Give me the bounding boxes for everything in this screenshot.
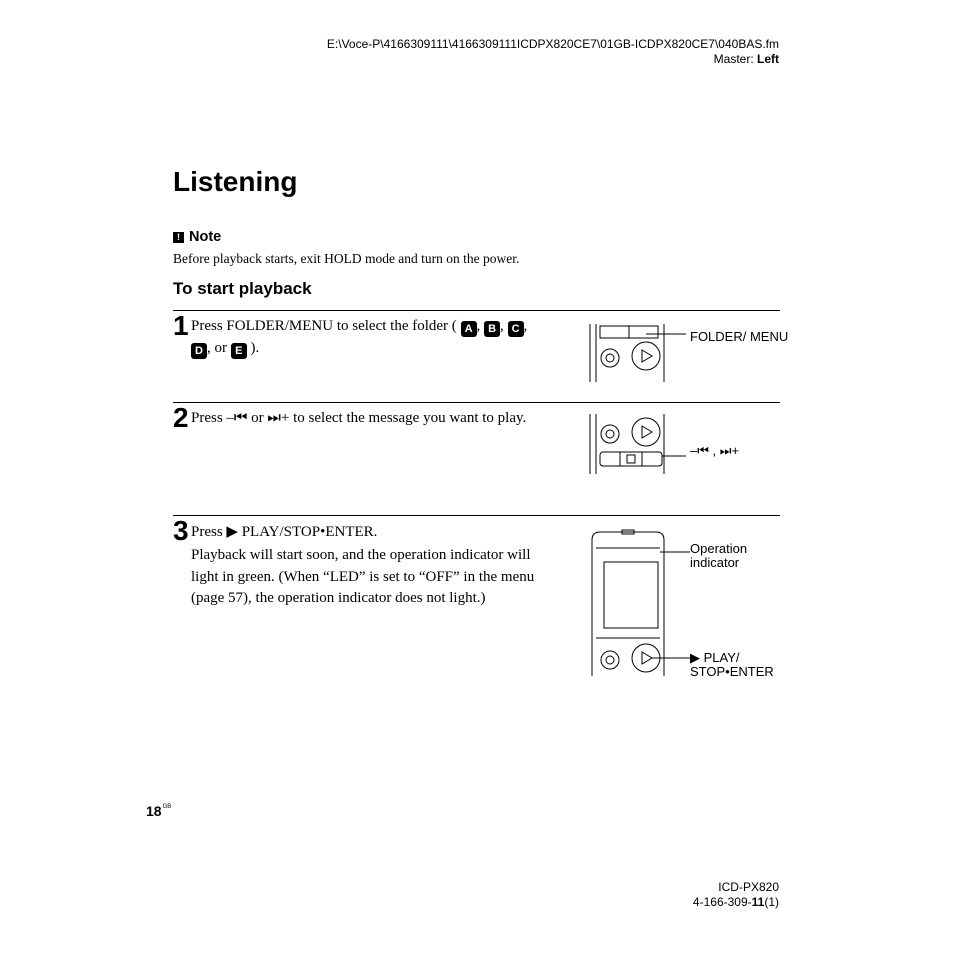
play-callout-line1: ▶ PLAY/ bbox=[690, 650, 740, 665]
note-heading-label: Note bbox=[189, 229, 222, 245]
folder-a-icon: A bbox=[461, 321, 477, 337]
step-1-separator-or: , or bbox=[207, 339, 227, 356]
page-number bbox=[146, 803, 171, 819]
step-1-text-pre: Press FOLDER/MENU to select the folder ( bbox=[191, 318, 457, 334]
folder-d-icon: D bbox=[191, 343, 207, 359]
step-divider bbox=[173, 402, 780, 403]
recorder-top-illustration bbox=[586, 320, 686, 384]
section-heading: To start playback bbox=[173, 279, 312, 298]
step-3-paragraph: Playback will start soon, and the operation indicator will light in green. (When “LED” is set to “OFF” in the menu (page 57), the operation indicator does not light.) bbox=[191, 547, 535, 606]
step-number-1: 1 bbox=[173, 310, 189, 341]
step-number-3: 3 bbox=[173, 515, 189, 546]
step-divider bbox=[173, 310, 780, 311]
model-number: ICD-PX820 bbox=[718, 880, 779, 894]
master-label: Master: bbox=[713, 52, 757, 66]
folder-b-icon: B bbox=[484, 321, 500, 337]
page-number-value: 18 bbox=[146, 803, 162, 819]
step-2-text: Press –⏮ or ⏭+ to select the message you want to play. bbox=[191, 410, 527, 426]
part-number-post: (1) bbox=[764, 895, 779, 909]
footer bbox=[693, 880, 779, 910]
part-number bbox=[693, 895, 779, 910]
folder-e-icon: E bbox=[231, 343, 247, 359]
play-callout-line2: STOP•ENTER bbox=[690, 664, 774, 679]
recorder-front-illustration bbox=[586, 528, 690, 678]
step-1-separator: , bbox=[523, 318, 528, 334]
step-1-separator: , bbox=[500, 318, 504, 334]
step-3-line1: Press ▶ PLAY/STOP•ENTER. bbox=[191, 524, 378, 540]
master-line bbox=[327, 52, 779, 67]
folder-menu-callout: FOLDER/ MENU bbox=[690, 329, 789, 344]
step-1-separator: , bbox=[476, 318, 481, 334]
folder-c-icon: C bbox=[508, 321, 524, 337]
operation-indicator-callout: Operation indicator bbox=[690, 541, 748, 570]
step-1-text-post: ). bbox=[250, 339, 260, 356]
file-path: E:\Voce-P\4166309111\4166309111ICDPX820CE7\01GB-ICDPX820CE7\040BAS.fm bbox=[326, 37, 779, 51]
page-number-suffix: GB bbox=[162, 804, 172, 810]
note-icon: ! bbox=[173, 232, 184, 243]
note-text: Before playback starts, exit HOLD mode and turn on the power. bbox=[173, 251, 520, 266]
master-value: Left bbox=[757, 52, 779, 66]
skip-buttons-callout: –⏮ , ⏭+ bbox=[690, 443, 740, 458]
note-heading bbox=[173, 229, 221, 245]
part-number-pre: 4-166-309- bbox=[692, 895, 752, 909]
step-divider bbox=[173, 515, 780, 516]
part-number-bold: 11 bbox=[751, 895, 765, 909]
step-1-text bbox=[191, 316, 571, 359]
step-number-2: 2 bbox=[173, 402, 189, 433]
file-path-header bbox=[327, 37, 779, 67]
recorder-controls-illustration bbox=[586, 412, 686, 476]
play-stop-enter-callout bbox=[690, 651, 774, 679]
page-title: Listening bbox=[173, 166, 298, 197]
